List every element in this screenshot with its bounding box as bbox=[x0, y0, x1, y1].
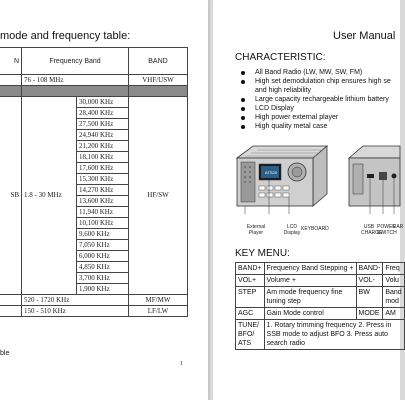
list-item-continuation: and high reliability bbox=[255, 87, 312, 94]
model-label: ATS20 bbox=[265, 170, 277, 175]
hf-band-label: HF/SW bbox=[129, 97, 188, 295]
hf-subband-frequency: 14,270 KHz bbox=[77, 185, 129, 196]
key-cell: BAND- bbox=[356, 263, 383, 275]
key-cell: MODE bbox=[356, 308, 383, 320]
hf-subband-frequency: 4,850 KHz bbox=[77, 262, 129, 273]
key-menu-heading: KEY MENU: bbox=[235, 248, 290, 259]
function-cell: AM bbox=[383, 308, 404, 320]
hf-subband-frequency: 15,300 KHz bbox=[77, 174, 129, 185]
fm-band-range: 76 - 108 MHz bbox=[22, 75, 129, 86]
mode-column-header: N bbox=[0, 48, 22, 75]
hf-subband-frequency: 17,600 KHz bbox=[77, 163, 129, 174]
key-cell: VOL+ bbox=[236, 275, 265, 287]
list-item: High quality metal case bbox=[241, 122, 391, 131]
frequency-table bbox=[0, 47, 188, 317]
table-row bbox=[236, 263, 405, 275]
hf-subband-frequency: 11,940 KHz bbox=[77, 207, 129, 218]
radio-front-view bbox=[237, 146, 327, 214]
table-row bbox=[0, 75, 188, 86]
power-switch-caption: POWER SWITCH bbox=[377, 224, 397, 236]
table-row bbox=[236, 320, 405, 350]
band-column-header: BAND bbox=[129, 48, 188, 75]
hf-subband-frequency: 24,940 KHz bbox=[77, 130, 129, 141]
table-row bbox=[0, 97, 188, 108]
hf-subband-frequency: 3,700 KHz bbox=[77, 273, 129, 284]
hf-subband-frequency: 21,200 KHz bbox=[77, 141, 129, 152]
key-cell: BW bbox=[356, 287, 383, 308]
table-row bbox=[236, 308, 405, 320]
mw-band-label: MF/MW bbox=[129, 295, 188, 306]
hf-subband-frequency: 10,100 KHz bbox=[77, 218, 129, 229]
radio-side-view bbox=[349, 146, 400, 214]
hf-subband-frequency: 9,600 KHz bbox=[77, 229, 129, 240]
right-manual-page bbox=[213, 0, 404, 400]
list-item: High set demodulation chip ensures high se bbox=[241, 77, 391, 86]
key-cell: VOL- bbox=[356, 275, 383, 287]
table-divider-row bbox=[0, 86, 188, 97]
list-item: All Band Radio (LW, MW, SW, FM) bbox=[241, 68, 391, 77]
hf-subband-frequency: 6,000 KHz bbox=[77, 251, 129, 262]
lcd-display-caption: LCD Display bbox=[283, 224, 301, 236]
footer-text-fragment: ble bbox=[0, 350, 10, 357]
hf-subband-frequency: 1,900 KHz bbox=[77, 284, 129, 295]
table-row bbox=[0, 295, 188, 306]
function-cell: Band mod bbox=[383, 287, 404, 308]
hf-subband-frequency: 27,500 KHz bbox=[77, 119, 129, 130]
table-row bbox=[236, 275, 405, 287]
key-cell: STEP bbox=[236, 287, 265, 308]
lw-band-range: 150 - 510 KHz bbox=[22, 306, 129, 317]
list-item: High power external player bbox=[241, 113, 391, 122]
function-cell: Gain Mode control bbox=[264, 308, 356, 320]
radio-device-illustration bbox=[231, 140, 400, 222]
external-player-caption: External Player bbox=[246, 224, 266, 236]
hf-subband-frequency: 30,000 KHz bbox=[77, 97, 129, 108]
table-row bbox=[0, 306, 188, 317]
list-item: Large capacity rechargeable lithium battery bbox=[241, 95, 391, 104]
key-cell: TUNE/ BFO/ ATS bbox=[236, 320, 265, 350]
hf-band-range: 1.8 - 30 MHz bbox=[22, 97, 77, 295]
frequency-band-column-header: Frequency Band bbox=[22, 48, 129, 75]
hf-subband-frequency: 13,600 KHz bbox=[77, 196, 129, 207]
lw-band-label: LF/LW bbox=[129, 306, 188, 317]
frequency-table-header-row bbox=[0, 48, 188, 75]
function-cell: Volu bbox=[383, 275, 404, 287]
function-cell: Frequency Band Stepping + bbox=[264, 263, 356, 275]
key-menu-table bbox=[235, 262, 405, 350]
usb-charge-caption: USB CHARGE bbox=[361, 224, 383, 236]
function-cell: Volume + bbox=[264, 275, 356, 287]
hf-subband-frequency: 18,100 KHz bbox=[77, 152, 129, 163]
list-item: LCD Display bbox=[241, 104, 391, 113]
key-cell: AGC bbox=[236, 308, 265, 320]
function-cell: 1. Rotary trimming frequency 2. Press in SSB mode to adjust BFO 3. Press auto search radio bbox=[264, 320, 404, 350]
key-cell: BAND+ bbox=[236, 263, 265, 275]
ear-caption: EAR bbox=[393, 224, 404, 230]
characteristic-heading: CHARACTERISTIC: bbox=[235, 52, 326, 63]
frequency-table-heading: mode and frequency table: bbox=[0, 30, 131, 42]
mw-band-range: 520 - 1720 KHz bbox=[22, 295, 129, 306]
keyboard-caption: KEYBOARD bbox=[301, 226, 329, 232]
hf-mode-cell: SB bbox=[0, 97, 22, 295]
hf-subband-frequency: 7,050 KHz bbox=[77, 240, 129, 251]
fm-band-label: VHF/USW bbox=[129, 75, 188, 86]
function-cell: Freq bbox=[383, 263, 404, 275]
page-number: 1 bbox=[180, 361, 183, 367]
table-row bbox=[236, 287, 405, 308]
function-cell: Am mode frequency fine tuning step bbox=[264, 287, 356, 308]
page-title: User Manual bbox=[333, 30, 396, 42]
feature-list bbox=[241, 68, 391, 131]
hf-subband-frequency: 28,400 KHz bbox=[77, 108, 129, 119]
